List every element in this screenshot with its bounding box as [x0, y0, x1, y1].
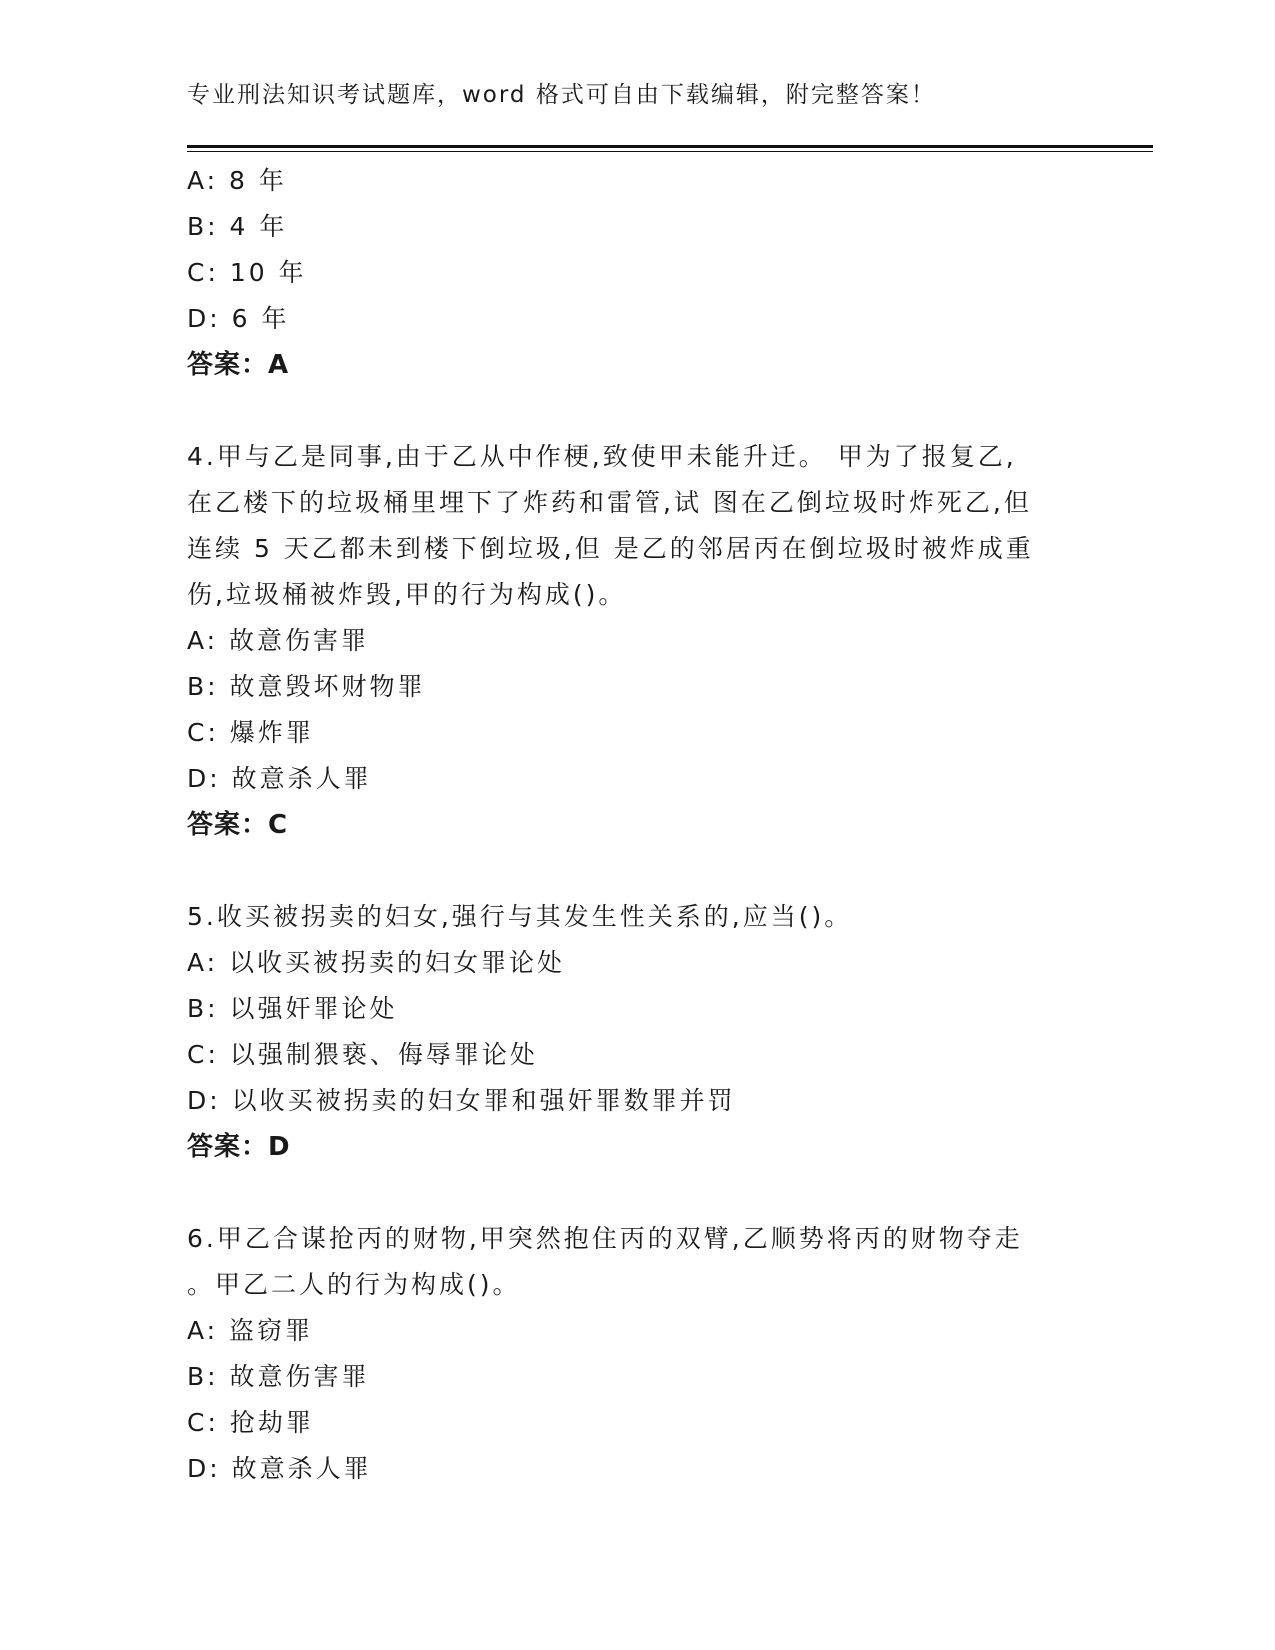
- header-rule-thin: [187, 151, 1153, 152]
- question-stem-line: 伤,垃圾桶被炸毁,甲的行为构成()。: [187, 580, 627, 609]
- option-a: A: 盗窃罪: [187, 1316, 314, 1345]
- question-stem-line: 在乙楼下的垃圾桶里埋下了炸药和雷管,试 图在乙倒垃圾时炸死乙,但: [187, 488, 1032, 517]
- question-stem-line: 5.收买被拐卖的妇女,强行与其发生性关系的,应当()。: [187, 902, 853, 931]
- answer-line: 答案：C: [187, 810, 289, 840]
- option-a: A: 故意伤害罪: [187, 626, 370, 655]
- answer-line: 答案：D: [187, 1132, 291, 1162]
- option-d: D: 以收买被拐卖的妇女罪和强奸罪数罪并罚: [187, 1086, 736, 1115]
- document-body: [187, 158, 1087, 1492]
- option-b: B: 故意毁坏财物罪: [187, 672, 426, 701]
- option-d: D: 故意杀人罪: [187, 764, 372, 793]
- option-c: C: 10 年: [187, 258, 307, 287]
- question-stem-line: 4.甲与乙是同事,由于乙从中作梗,致使甲未能升迁。 甲为了报复乙,: [187, 442, 1017, 471]
- page-header: 专业刑法知识考试题库，word 格式可自由下载编辑，附完整答案！: [187, 82, 936, 108]
- option-b: B: 故意伤害罪: [187, 1362, 370, 1391]
- option-a: A: 以收买被拐卖的妇女罪论处: [187, 948, 566, 977]
- option-d: D: 故意杀人罪: [187, 1454, 372, 1483]
- option-b: B: 以强奸罪论处: [187, 994, 398, 1023]
- question-stem-line: 。甲乙二人的行为构成()。: [187, 1270, 521, 1299]
- option-c: C: 爆炸罪: [187, 718, 314, 747]
- option-c: C: 抢劫罪: [187, 1408, 314, 1437]
- option-d: D: 6 年: [187, 304, 290, 333]
- option-a: A: 8 年: [187, 166, 287, 195]
- header-rule-thick: [187, 145, 1153, 148]
- option-c: C: 以强制猥亵、侮辱罪论处: [187, 1040, 538, 1069]
- answer-line: 答案：A: [187, 350, 290, 380]
- question-3-tail: [187, 158, 1087, 388]
- question-5: [187, 894, 1087, 1170]
- question-stem-line: 连续 5 天乙都未到楼下倒垃圾,但 是乙的邻居丙在倒垃圾时被炸成重: [187, 534, 1034, 563]
- question-4: [187, 434, 1087, 848]
- option-b: B: 4 年: [187, 212, 288, 241]
- question-6: [187, 1216, 1087, 1492]
- question-stem-line: 6.甲乙合谋抢丙的财物,甲突然抱住丙的双臂,乙顺势将丙的财物夺走: [187, 1224, 1023, 1253]
